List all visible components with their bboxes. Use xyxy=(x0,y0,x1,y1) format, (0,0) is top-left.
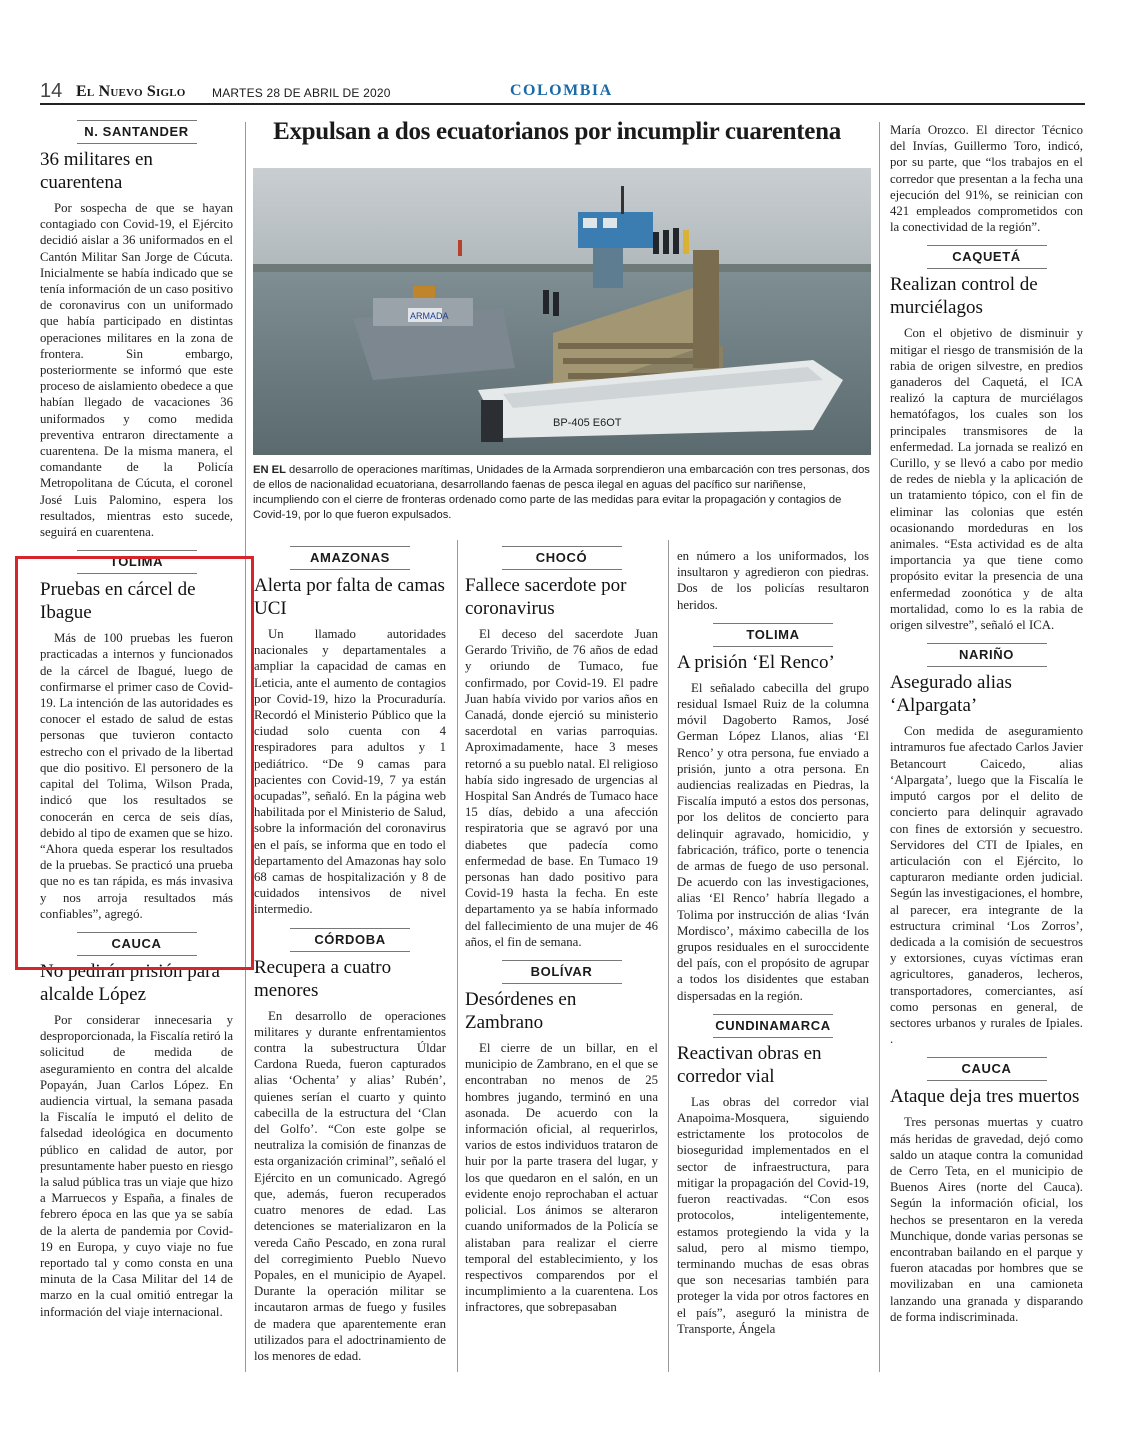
article-body: Un llamado autoridades nacionales y departamentales a ampliar la capacidad de camas en Leticia, ante el aumento de contagios por Covid-19, hizo la Procuraduría. Recordó el Ministerio Público que la ciudad solo cuenta con 4 respiradores para adultos y 1 pediátrico. “De 9 camas para pacientes con Covid-19, 7 ya están ocupadas”, señaló. En la página web habilitada por el Ministerio de Salud, sobre la información del coronavirus en el país, se informa que en todo el departamento del Amazonas hay solo 68 camas de hospitalización y 8 de cuidados intensivos de nivel intermedio. xyxy=(254,627,446,917)
boat-side-label: ARMADA xyxy=(410,311,449,321)
article-headline: Desórdenes en Zambrano xyxy=(465,989,577,1034)
article-body: El cierre de un billar, en el municipio de Zambrano, en el que se encontraban no menos de 25 hombres jugando, terminó en una asonada. De acuerdo con la información oficial, al requerirlos, varios de estos individuos trataron de huir por la parte trasera del lugar, y los que quedaron en el salón, en un evidente enojo reprochaban el actuar policial. Los ánimos se alteraron cuando uniformados de la Policía se alistaban para realizar el cierre temporal del establecimiento, y los respectivos comparendos por el incumplimiento a la cuarentena. Los infractores, que sobrepasaban xyxy=(465,1041,658,1315)
article xyxy=(677,623,869,1004)
page-number: 14 xyxy=(40,80,63,102)
article-headline: Alerta por falta de camas UCI xyxy=(254,575,445,619)
article xyxy=(890,1057,1083,1325)
region-tag: CHOCÓ xyxy=(502,546,622,570)
region-tag: NARIÑO xyxy=(927,643,1047,667)
region-tag: TOLIMA xyxy=(713,623,833,647)
page-header xyxy=(40,80,1085,102)
article-body: María Orozco. El director Técnico del Invías, Guillermo Toro, indicó, por su parte, que “los trabajos en el corredor que presentan a la fecha una ejecución del 91%, se reinician con 421 empleados comprometidos con la conectividad de la región”. xyxy=(890,123,1083,235)
article-headline: A prisión ‘El Renco’ xyxy=(677,651,835,673)
region-tag: CAUCA xyxy=(927,1057,1047,1081)
article-body: Las obras del corredor vial Anapoima-Mosquera, siguiendo estrictamente los protocolos de bioseguridad implementados en el sector de infraestructura, para mitigar la propagación del Covid-19, fueron reactivadas. “Con esos protocolos, inteligentemente, estamos protegiendo la vida y la salud, pero al mismo tiempo, terminando muchas de esas obras que son necesarias también para proteger la vida por otros factores en el país”, aseguró la ministra de Transporte, Ángela xyxy=(677,1094,869,1336)
article-body: El señalado cabecilla del grupo residual Ismael Ruiz de la columna móvil Dagoberto Ramos, José German López Llanos, alias ‘El Renco’ y otra persona, fue enviado a prisión, junto a otra persona. En audiencias realizadas en Piedras, la Fiscalía imputó a estos dos personas, por los delitos de concierto para delinquir agravado, homicidio, y fabricación, tráfico, porte o tenencia de armas de fuego de uso personal. De acuerdo con las investigaciones, alias ‘El Renco’ habría llegado a Tolima por instrucción de alias ‘Iván Mordisco’, máximo cabecilla de los grupos residuales en el suroccidente del país, con el propósito de agrupar a todos los disidentes que estaban dispersadas en la región. xyxy=(677,680,869,1003)
article-body: Por sospecha de que se hayan contagiado con Covid-19, el Ejército decidió aislar a 36 uniformados en el Cantón Militar San Jorge de Cúcuta. Inicialmente se había indicado que se tenía información de un caso positivo de coronavirus con un uniformado que había participado en distintas operaciones militares en la zona de frontera. Sin embargo, posteriormente se informó que este proceso de aislamiento obedece a que habían llegado de vacaciones 36 uniformados y como medida preventiva entraron directamente a cuarentena. De la misma manera, el comandante de la Policía Metropolitana de Cúcuta, el coronel José Luis Palomino, espera los resultados, mientras esto sucede, seguirá en cuarentena. xyxy=(40,201,233,540)
article-headline: No pedirán prisión para alcalde López xyxy=(40,960,220,1005)
region-tag: CÓRDOBA xyxy=(290,928,410,952)
column-divider xyxy=(245,122,246,1372)
article-headline: Ataque deja tres muertos xyxy=(890,1086,1080,1108)
newspaper-name: El Nuevo Siglo xyxy=(76,83,186,100)
column-4 xyxy=(677,548,869,1347)
article-body: Por considerar innecesaria y desproporcionada, la Fiscalía retiró la solicitud de medida de aseguramiento en contra del alcalde Popayán, Juan Carlos López. En audiencia virtual, la semana pasada la Fiscalía le imputó el delito de falsedad ideológica en documento público en calidad de autor, por presuntamente haber puesto en riesgo la salud pública tras un viaje que hizo a Marruecos y España, a finales de febrero época en las que ya se sabía de la alerta de pandemia por Covid-19 en Europa, y cuyo viaje no fue reportado tal y como consta en una minuta de la Casa Militar del 14 de marzo en la cual omitió entregar la información del viaje internacional. xyxy=(40,1012,233,1319)
article xyxy=(40,550,233,922)
article-headline: 36 militares en cuarentena xyxy=(40,149,153,193)
column-divider xyxy=(668,540,669,1372)
article xyxy=(40,932,233,1320)
caption-lead: EN EL xyxy=(253,464,286,476)
article-headline: Pruebas en cárcel de Ibague xyxy=(40,579,196,624)
region-tag: TOLIMA xyxy=(77,550,197,574)
article-body: En desarrollo de operaciones militares y durante enfrentamientos contra la subestructura Úldar Cardona Rueda, fueron capturados alias ‘Ochenta’ y alias’ Rubén’, quienes serían el cuarto y quinto cabecilla de la estructura del ‘Clan del Golfo’. “Con este golpe se neutraliza la comisión de finanzas de esta organización criminal”, señaló el Ejército en un comunicado. Agregó que, además, fueron recuperados cuatro menores de edad. Las detenciones se materializaron en la vereda Caño Pescado, en zona rural del corregimiento Pueblo Nuevo Popales, en el municipio de Ayapel. Durante la operación militar se incautaron armas de fuego y fusiles de madera que aparentemente eran utilizados para el adoctrinamiento de los menores de edad. xyxy=(254,1008,446,1363)
main-headline: Expulsan a dos ecuatorianos por incumplir cuarentena xyxy=(273,118,841,145)
article-continuation xyxy=(890,122,1083,235)
article xyxy=(465,960,658,1315)
article-body: Con medida de aseguramiento intramuros fue afectado Carlos Javier Betancourt Caicedo, alias ‘Alpargata’, luego que la Fiscalía le imputó cargos por el delito de concierto para delinquir agravado con fines de extorsión y secuestro. Servidores del CTI de Ipiales, en articulación con el Ejército, lo capturaron mediante orden judicial. Según las investigaciones, el hombre, al parecer, era integrante de la estructura criminal ‘Los Zorros’, dedicada a la comisión de secuestros y extorsiones, cuyas víctimas eran agricultores, ganaderos, lecheros, transportadores, comerciantes, así como personas en general, de sectores urbanos y rurales de Ipiales. . xyxy=(890,724,1083,1047)
column-3 xyxy=(465,546,658,1326)
header-rule xyxy=(40,103,1085,105)
article xyxy=(677,1014,869,1337)
article-headline: Reactivan obras en corredor vial xyxy=(677,1042,822,1087)
column-5 xyxy=(890,122,1083,1335)
column-divider xyxy=(879,122,880,542)
hull-label: BP-405 E6OT xyxy=(553,417,622,429)
article xyxy=(254,546,446,918)
column-2 xyxy=(254,546,446,1374)
article xyxy=(465,546,658,950)
article-headline: Recupera a cuatro menores xyxy=(254,956,392,1001)
region-tag: AMAZONAS xyxy=(290,546,410,570)
article xyxy=(890,245,1083,633)
region-tag: CAQUETÁ xyxy=(927,245,1047,269)
column-divider xyxy=(457,540,458,1372)
article xyxy=(40,120,233,540)
article-body: Con el objetivo de disminuir y mitigar el riesgo de transmisión de la rabia de origen silvestre, en predios ganaderos del Caquetá, el ICA realizó la captura de murciélagos hematófagos, los cuales son los principales transmisores de la enfermedad. La jornada se realizó en Curillo, y se llevó a cabo por medio de redes de niebla y la aplicación de un tratamiento tópico, con el fin de eliminar las colonias que estén ocasionando mordeduras en los animales. “Esta actividad es de alta importancia ya que tiene como propósito evitar la presencia de una enfermedad zoonótica y de alta mortalidad, como lo es la rabia de origen silvestre”, señaló el ICA. xyxy=(890,326,1083,633)
article-continuation xyxy=(677,548,869,613)
region-tag: BOLÍVAR xyxy=(502,960,622,984)
region-tag: CUNDINAMARCA xyxy=(713,1014,833,1038)
column-divider xyxy=(879,540,880,1372)
region-tag: CAUCA xyxy=(77,932,197,956)
article-body: Más de 100 pruebas les fueron practicadas a internos y funcionados de la cárcel de Ibagué, luego de confirmarse el primer caso de Covid-19. La intención de las autoridades es conocer el estado de salud de estas personas que tuvieron contacto estrecho con el privado de la libertad que dio positivo. El personero de la capital del Tolima, Wilson Prada, indicó que los resultados se conocerán en cerca de seis días, debido al tipo de examen que se hizo. “Ahora queda esperar los resultados de la pruebas. Se practicó una prueba que no es tan rápida, es más invasiva y nos arroja resultados más confiables”, agregó. xyxy=(40,631,233,921)
article-body: Tres personas muertas y cuatro más heridas de gravedad, dejó como saldo un ataque contra la comunidad de Cerro Teta, en el municipio de Buenos Aires (norte del Cauca). Según la información oficial, los hechos se presentaron en la vereda Munchique, donde varias personas se encontraban bailando en el parque y fueron atacadas por hombres que se movilizaban en una camioneta lanzando una granada y disparando de forma indiscriminada. xyxy=(890,1115,1083,1324)
column-1 xyxy=(40,120,233,1330)
caption-text: desarrollo de operaciones marítimas, Unidades de la Armada sorprendieron una embarcación con tres personas, dos de ellos de nacionalidad ecuatoriana, desarrollando faenas de pesca ilegal en aguas del pacífico sur nariñense, incumpliendo con el cierre de fronteras ordenado como parte de las medidas para evitar la propagación y contagios de Covid-19, por lo que fueron expulsados. xyxy=(253,464,870,521)
news-photo xyxy=(253,168,871,455)
article-body: en número a los uniformados, los insultaron y agredieron con piedras. Dos de los policías resultaron heridos. xyxy=(677,549,869,612)
section-title: COLOMBIA xyxy=(510,82,613,99)
article-headline: Fallece sacerdote por coronavirus xyxy=(465,575,627,619)
article-headline: Realizan control de murciélagos xyxy=(890,274,1038,319)
region-tag: N. SANTANDER xyxy=(77,120,197,144)
photo-caption xyxy=(253,463,871,523)
article xyxy=(890,643,1083,1047)
article-headline: Asegurado alias ‘Alpargata’ xyxy=(890,672,1012,717)
issue-date: MARTES 28 DE ABRIL DE 2020 xyxy=(212,86,391,100)
boat-dock-illustration xyxy=(253,168,871,455)
article-body: El deceso del sacerdote Juan Gerardo Triviño, de 76 años de edad y oriundo de Tumaco, fue confirmado, por Covid-19. El padre Juan había vivido por varios años en Canadá, donde ejerció su ministerio sacerdotal en varias parroquias. Aproximadamente, hace 3 meses retornó a su pueblo natal. El religioso había sido ingresado de urgencias al Hospital San Andrés de Tumaco hace 15 días, debido a una afección respiratoria que se agravó por una diabetes que padecía como enfermedad de base. En Tumaco 19 personas han dado positivo para Covid-19 hasta la fecha. En este departamento ya se había informado del fallecimiento de una mujer de 46 años, el fin de semana. xyxy=(465,627,658,949)
article xyxy=(254,928,446,1364)
